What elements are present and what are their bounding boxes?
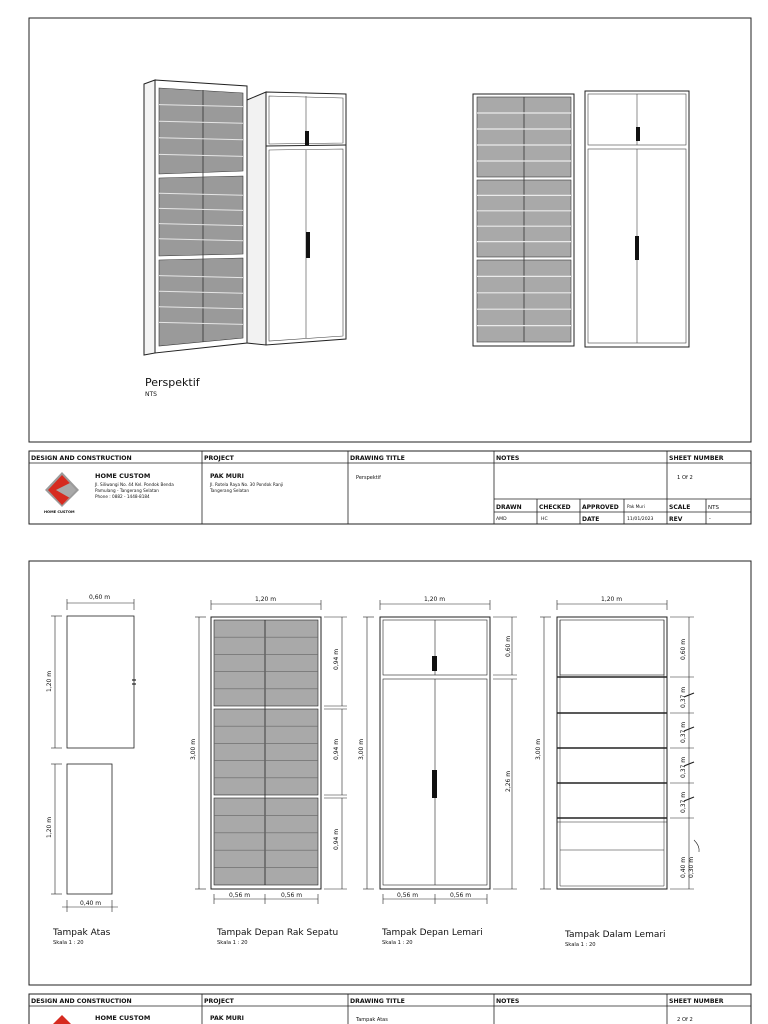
sheet-number-2: 2 Of 2 [677,1017,693,1023]
dim-dalam-upper: 0,60 m [680,638,687,660]
project-name: PAK MURI [210,473,244,480]
drawn-label: DRAWN [496,504,522,511]
sheet-1 [29,18,751,524]
company-name-2: HOME CUSTOM [95,1014,151,1022]
project-address-2: Tangerang Selatan [210,488,250,493]
perspective-view-title: Perspektif [145,376,200,389]
view-scale-tampak-atas: Skala 1 : 20 [53,940,84,946]
view-depan-lemari [363,600,517,904]
notes-label: NOTES [496,455,520,462]
view-title-dalam-lemari: Tampak Dalam Lemari [565,930,666,940]
title-block-1 [29,451,751,524]
dim-dalam-height: 3,00 m [535,738,542,760]
view-scale-dalam-lemari: Skala 1 : 20 [565,942,596,948]
dim-top-height-b: 1,20 m [46,816,53,838]
dim-lemari-upper: 0,60 m [505,635,512,657]
perspective-wardrobe [247,92,346,345]
project-name-2: PAK MURI [210,1015,244,1022]
dim-dalam-shelf-1: 0,37 m [680,686,687,708]
view-scale-depan-rak: Skala 1 : 20 [217,940,248,946]
perspective-shoe-rack [144,80,247,355]
view-title-depan-lemari: Tampak Depan Lemari [382,928,483,938]
dim-dalam-shelf-4: 0,37 m [680,791,687,813]
view-title-tampak-atas: Tampak Atas [53,928,111,938]
dim-top-depth: 0,40 m [80,900,102,907]
checked-label: CHECKED [539,504,571,511]
sheet-number-label: SHEET NUMBER [669,455,724,462]
drawing-title: Perspektif [356,475,381,481]
dim-dalam-bottom-a: 0,40 m [680,856,687,878]
dim-dalam-shelf-2: 0,37 m [680,721,687,743]
design-label: DESIGN AND CONSTRUCTION [31,455,132,462]
home-custom-logo [44,472,79,514]
drawing-title-label: DRAWING TITLE [350,455,405,462]
rev-value: - [709,516,711,522]
date-value: 11/01/2023 [627,517,654,522]
approved-label: APPROVED [582,504,619,511]
logo-caption: HOME CUSTOM [44,510,75,514]
sheet-2-frame [29,561,751,985]
dim-lemari-width: 1,20 m [424,596,446,603]
scale-value: NTS [708,505,719,511]
sheet-number-label-2: SHEET NUMBER [669,998,724,1005]
drawn-value: AMD [496,517,507,522]
dim-rak-section-1: 0,94 m [333,648,340,670]
front-shoe-rack-view [473,94,574,346]
title-block-2 [29,994,751,1024]
notes-label-2: NOTES [496,998,520,1005]
project-address-1: Jl. Rotela Raya No. 30 Pondok Ranji [210,482,284,487]
sheet-2 [29,561,751,1024]
dim-rak-half-right: 0,56 m [281,892,303,899]
view-scale-depan-lemari: Skala 1 : 20 [382,940,413,946]
dim-rak-width: 1,20 m [255,596,277,603]
dim-rak-half-left: 0,56 m [229,892,251,899]
view-tampak-atas [51,599,136,912]
company-phone: Phone : 0882 - 1448-8184 [95,494,150,499]
design-label-2: DESIGN AND CONSTRUCTION [31,998,132,1005]
dim-top-height-a: 1,20 m [46,670,53,692]
dim-lemari-height: 3,00 m [358,738,365,760]
dim-dalam-bottom-b: 0,30 m [688,856,695,878]
company-address-1: Jl. Siliwangi No. 44 Kel. Pondok Benda [95,482,174,487]
company-name: HOME CUSTOM [95,472,151,480]
dim-lemari-lower: 2,26 m [505,770,512,792]
dim-rak-height: 3,00 m [190,738,197,760]
view-depan-rak [195,600,347,904]
dim-dalam-width: 1,20 m [601,596,623,603]
sheet-number: 1 Of 2 [677,475,693,481]
approved-value: Pak Muri [627,504,645,509]
dim-dalam-shelf-3: 0,37 m [680,756,687,778]
dim-rak-section-2: 0,94 m [333,738,340,760]
view-title-depan-rak: Tampak Depan Rak Sepatu [217,928,339,938]
drawing-title-2: Tampak Atas [356,1017,388,1023]
dim-rak-section-3: 0,94 m [333,828,340,850]
dim-lemari-half-left: 0,56 m [397,892,419,899]
drawing-title-label-2: DRAWING TITLE [350,998,405,1005]
project-label: PROJECT [204,455,234,462]
dim-lemari-half-right: 0,56 m [450,892,472,899]
rev-label: REV [669,516,683,523]
perspective-view-scale: NTS [145,391,157,398]
scale-label: SCALE [669,504,691,511]
date-label: DATE [582,516,600,523]
checked-value: HC [541,517,548,522]
company-address-2: Pamulang - Tangerang Selatan [95,488,159,493]
front-wardrobe-view [585,91,689,347]
view-dalam-lemari [540,600,699,889]
project-label-2: PROJECT [204,998,234,1005]
dim-top-width: 0,60 m [89,594,111,601]
